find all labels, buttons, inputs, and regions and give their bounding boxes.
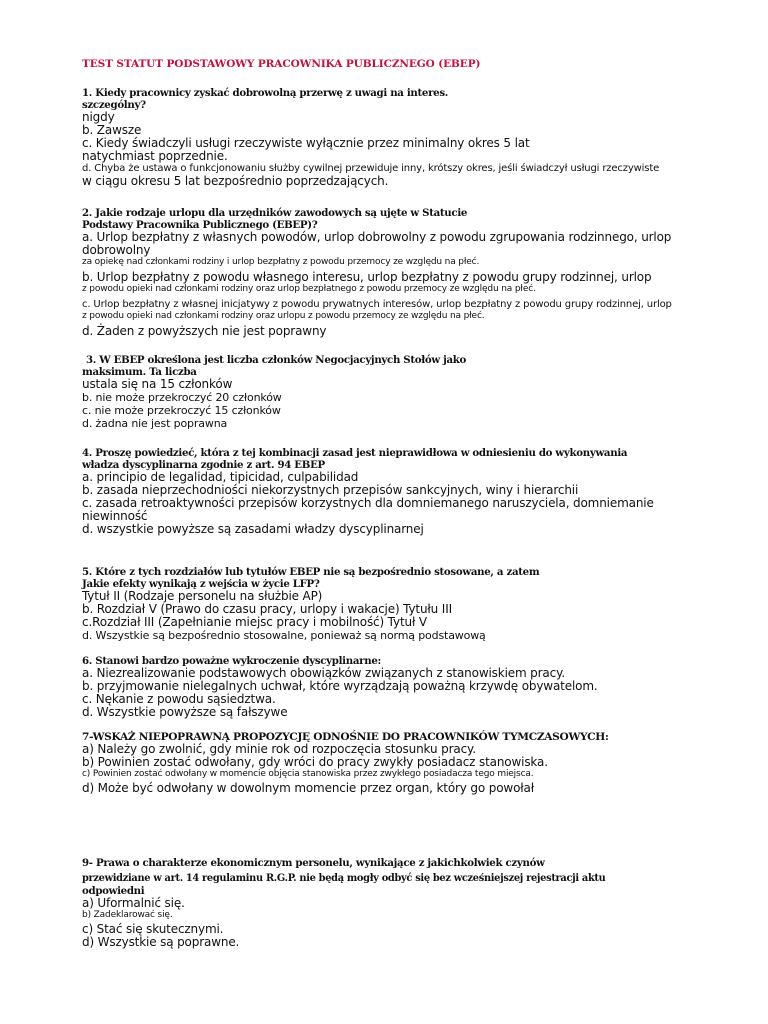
question-4-title-line-1: 4. Proszę powiedzieć, która z tej kombinacji zasad jest nieprawidłowa w odniesieniu do wykonywania xyxy=(82,447,628,459)
question-1-answer-c-line-1: c. Kiedy świadczyli usługi rzeczywiste wyłącznie przez minimalny okres 5 lat xyxy=(82,136,530,150)
question-9-answer-a: a) Uformalnić się. xyxy=(82,896,185,910)
question-3-answer-b: b. nie może przekroczyć 20 członków xyxy=(82,391,282,404)
question-6 xyxy=(82,655,732,719)
question-7-answer-a: a) Należy go zwolnić, gdy minie rok od rozpoczęcia stosunku pracy. xyxy=(82,742,476,756)
question-4-answer-d: d. wszystkie powyższe są zasadami władzy dyscyplinarnej xyxy=(82,522,424,536)
question-9 xyxy=(82,857,732,949)
question-7-answer-b: b) Powinien zostać odwołany, gdy wróci do pracy zwykły posiadacz stanowiska. xyxy=(82,755,548,769)
question-2-answer-b-line-2: z powodu opieki nad członkami rodziny oraz urlop bezpłatnego z powodu przemocy ze względu na płeć. xyxy=(82,284,536,294)
question-1-answer-b: b. Zawsze xyxy=(82,123,142,137)
question-4-answer-b: b. zasada nieprzechodniości niekorzystnych przepisów sankcyjnych, winy i hierarchii xyxy=(82,483,579,497)
question-1-answer-a: nigdy xyxy=(82,110,115,124)
question-6-answer-c: c. Nękanie z powodu sąsiedztwa. xyxy=(82,692,276,706)
question-1-title-line-1: 1. Kiedy pracownicy zyskać dobrowolną przerwę z uwagi na interes. xyxy=(82,87,449,99)
question-2-answer-d: d. Żaden z powyższych nie jest poprawny xyxy=(82,324,327,338)
question-1-answer-d-line-2: w ciągu okresu 5 lat bezpośrednio poprzedzających. xyxy=(82,174,389,188)
question-3-title-line-1: 3. W EBEP określona jest liczba członków Negocjacyjnych Stołów jako xyxy=(86,354,467,366)
question-1-answer-c-line-2: natychmiast poprzednie. xyxy=(82,149,228,163)
question-7-answer-c: c) Powinien zostać odwołany w momencie objęcia stanowiska przez zwykłego posiadacza tego miejsca. xyxy=(82,769,534,779)
question-6-answer-a: a. Niezrealizowanie podstawowych obowiązków związanych z stanowiskiem pracy. xyxy=(82,666,565,680)
question-6-title: 6. Stanowi bardzo poważne wykroczenie dyscyplinarne: xyxy=(82,655,381,667)
question-4-title-line-2: władza dyscyplinarna zgodnie z art. 94 EBEP xyxy=(82,459,325,471)
question-1-answer-d-line-1: d. Chyba że ustawa o funkcjonowaniu służby cywilnej przewiduje inny, krótszy okres, jeśli świadczył usługi rzeczywiste xyxy=(82,163,660,174)
question-4 xyxy=(82,447,732,536)
question-6-answer-b: b. przyjmowanie nielegalnych uchwał, które wyrządzają poważną krzywdę obywatelom. xyxy=(82,679,598,693)
question-2-answer-a-line-2: za opiekę nad członkami rodziny i urlop bezpłatny z powodu przemocy ze względu na płeć. xyxy=(82,257,480,267)
question-3-answer-a: ustala się na 15 członków xyxy=(82,377,233,391)
question-9-title-line-1: 9- Prawa o charakterze ekonomicznym personelu, wynikające z jakichkolwiek czynów xyxy=(82,857,545,869)
question-2-answer-c-line-2: z powodu opieki nad członkami rodziny oraz urlopu z powodu przemocy ze względu na płeć. xyxy=(82,311,485,321)
question-2 xyxy=(82,207,732,338)
question-1-title-line-2: szczególny? xyxy=(82,99,146,111)
question-4-answer-c-line-1: c. zasada retroaktywności przepisów korzystnych dla domniemanego naruszyciela, domniemanie xyxy=(82,496,654,510)
question-9-title-line-2: przewidziane w art. 14 regulaminu R.G.P. nie będą mogły odbyć się bez wcześniejszej rejestracji aktu xyxy=(82,873,606,884)
question-1 xyxy=(82,87,732,188)
question-2-title-line-1: 2. Jakie rodzaje urlopu dla urzędników zawodowych są ujęte w Statucie xyxy=(82,207,468,219)
question-2-answer-b-line-1: b. Urlop bezpłatny z powodu własnego interesu, urlop bezpłatny z powodu grupy rodzinnej, urlop xyxy=(82,270,652,284)
question-6-answer-d: d. Wszystkie powyższe są fałszywe xyxy=(82,705,288,719)
question-5 xyxy=(82,566,732,642)
question-3-answer-c: c. nie może przekroczyć 15 członków xyxy=(82,404,281,417)
question-5-answer-c: c.Rozdział III (Zapełnianie miejsc pracy i mobilność) Tytuł V xyxy=(82,615,427,629)
question-3-answer-d: d. żadna nie jest poprawna xyxy=(82,417,228,430)
question-5-title-line-2: Jakie efekty wynikają z wejścia w życie LFP? xyxy=(82,578,320,590)
question-3 xyxy=(82,354,732,430)
question-7-answer-d: d) Może być odwołany w dowolnym momencie przez organ, który go powołał xyxy=(82,781,534,795)
question-3-title-line-2: maksimum. Ta liczba xyxy=(82,366,197,378)
question-9-answer-b: b) Zadeklarować się. xyxy=(82,910,173,920)
question-7-title: 7-WSKAŻ NIEPOPRAWNĄ PROPOZYCJĘ ODNOŚNIE DO PRACOWNIKÓW TYMCZASOWYCH: xyxy=(82,731,609,743)
question-2-answer-a-line-1: a. Urlop bezpłatny z własnych powodów, urlop dobrowolny z powodu zgrupowania rodzinnego, urlop dobrowolny xyxy=(82,230,672,257)
question-4-answer-a: a. principio de legalidad, tipicidad, culpabilidad xyxy=(82,470,359,484)
question-7 xyxy=(82,731,732,795)
question-2-answer-c-line-1: c. Urlop bezpłatny z własnej inicjatywy z powodu prywatnych interesów, urlop bezpłatny z powodu grupy rodzinnej, urlop xyxy=(82,299,672,310)
question-5-title-line-1: 5. Które z tych rozdziałów lub tytułów EBEP nie są bezpośrednio stosowane, a zatem xyxy=(82,566,540,578)
question-5-answer-b: b. Rozdział V (Prawo do czasu pracy, urlopy i wakacje) Tytułu III xyxy=(82,602,452,616)
question-5-answer-a: Tytuł II (Rodzaje personelu na służbie AP) xyxy=(82,589,323,603)
document-title: TEST STATUT PODSTAWOWY PRACOWNIKA PUBLICZNEGO (EBEP) xyxy=(82,58,481,70)
question-9-answer-c: c) Stać się skutecznymi. xyxy=(82,922,224,936)
question-5-answer-d: d. Wszystkie są bezpośrednio stosowalne, ponieważ są normą podstawową xyxy=(82,629,486,642)
document-page xyxy=(82,58,732,949)
question-4-answer-c-line-2: niewinność xyxy=(82,509,148,523)
question-9-answer-d: d) Wszystkie są poprawne. xyxy=(82,935,240,949)
question-9-title-line-3: odpowiedni xyxy=(82,885,145,897)
question-2-title-line-2: Podstawy Pracownika Publicznego (EBEP)? xyxy=(82,219,318,231)
